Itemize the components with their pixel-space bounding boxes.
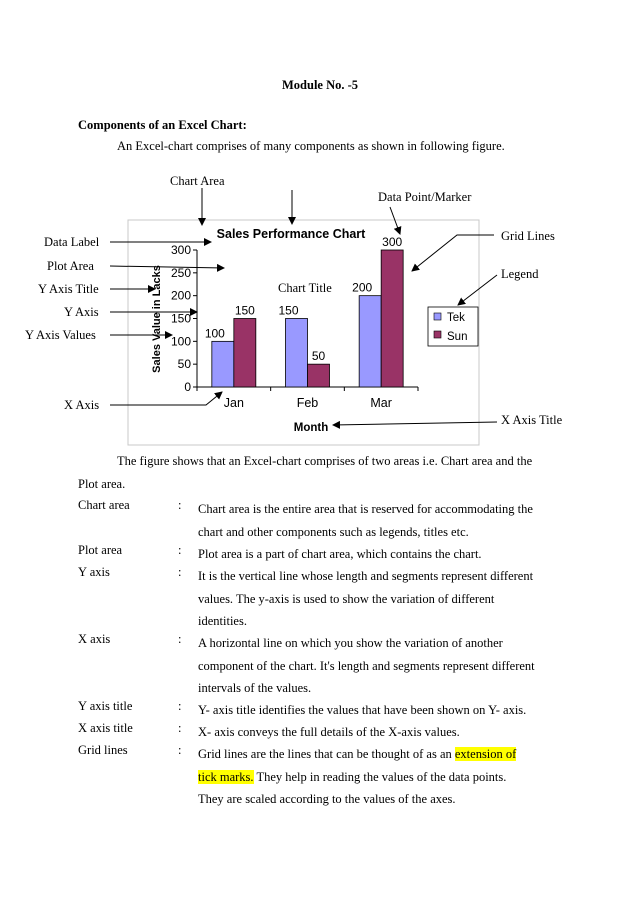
- legend-label-tek: Tek: [447, 312, 465, 324]
- callout-y-axis: Y Axis: [64, 305, 99, 319]
- def-line: chart and other components such as legends, titles etc.: [198, 524, 469, 539]
- section-heading: Components of an Excel Chart:: [78, 118, 247, 132]
- def-text: [198, 543, 546, 566]
- bar-sun: [234, 319, 256, 388]
- x-axis-title: Month: [293, 422, 329, 434]
- highlighted-text: tick marks.: [198, 769, 254, 784]
- def-line: X- axis conveys the full details of the X-axis values.: [198, 725, 460, 739]
- body-para-line1: The figure shows that an Excel-chart comprises of two areas i.e. Chart area and the: [117, 454, 533, 468]
- def-term: X axis title: [78, 721, 133, 735]
- y-axis-title: Sales Value in Lacks: [151, 265, 163, 373]
- def-line: They are scaled according to the values of the axes.: [198, 792, 456, 806]
- y-tick-label: 250: [170, 265, 191, 280]
- bar-sun: [308, 364, 330, 387]
- def-colon: :: [178, 632, 182, 646]
- callout-data-point: Data Point/Marker: [378, 190, 472, 204]
- callout-chart-area: Chart Area: [170, 174, 225, 188]
- data-label: 150: [278, 303, 299, 318]
- def-text: [198, 743, 546, 811]
- def-text: [198, 632, 546, 700]
- def-term: X axis: [78, 632, 111, 646]
- bar-tek: [286, 319, 308, 388]
- def-colon: :: [178, 699, 182, 713]
- def-line: It is the vertical line whose length and segments represent different: [198, 569, 534, 583]
- def-line: [198, 743, 546, 766]
- x-tick-label: Feb: [296, 396, 319, 410]
- def-line: A horizontal line on which you show the variation of another: [198, 636, 503, 650]
- data-label: 300: [382, 235, 403, 249]
- page-title: Module No. -5: [282, 78, 359, 92]
- bar-tek: [212, 341, 234, 387]
- def-term: Y axis title: [78, 699, 133, 713]
- def-colon: :: [178, 565, 182, 579]
- data-label: 100: [204, 326, 225, 341]
- y-tick-label: 300: [170, 243, 191, 257]
- def-line: [198, 766, 546, 789]
- y-tick-label: 200: [170, 288, 191, 303]
- def-line: Plot area is a part of chart area, which contains the chart.: [198, 547, 482, 561]
- data-label: 200: [352, 280, 373, 295]
- callout-x-axis-title: X Axis Title: [501, 413, 563, 427]
- def-term: Chart area: [78, 498, 130, 512]
- y-tick-label: 0: [184, 380, 191, 394]
- legend-label-sun: Sun: [447, 331, 468, 343]
- def-text: [198, 699, 546, 722]
- data-label: 150: [234, 303, 255, 318]
- callout-plot-area: Plot Area: [47, 259, 94, 273]
- data-label: 50: [311, 349, 326, 364]
- def-line: identities.: [198, 614, 247, 628]
- def-colon: :: [178, 543, 182, 557]
- def-line: component of the chart. It's length and segments represent different: [198, 658, 535, 673]
- chart-legend: [428, 307, 478, 346]
- def-term: Grid lines: [78, 743, 128, 757]
- bar-sun: [381, 250, 403, 387]
- y-tick-label: 100: [170, 334, 191, 349]
- def-term: Plot area: [78, 543, 123, 557]
- def-line: Chart area is the entire area that is reserved for accommodating the: [198, 502, 533, 516]
- callout-chart-title: Chart Title: [278, 281, 332, 295]
- def-line: Y- axis title identifies the values that have been shown on Y- axis.: [198, 703, 527, 717]
- body-para-line2: Plot area.: [78, 477, 126, 491]
- def-text: [198, 721, 546, 744]
- def-line: intervals of the values.: [198, 681, 312, 695]
- callout-legend: Legend: [501, 267, 539, 281]
- def-text: [198, 565, 546, 633]
- def-text-span: They help in reading the values of the data points.: [256, 769, 507, 784]
- def-colon: :: [178, 498, 182, 512]
- y-tick-label: 150: [170, 311, 191, 326]
- legend-swatch-tek: [434, 313, 441, 320]
- def-colon: :: [178, 721, 182, 735]
- callout-y-axis-values: Y Axis Values: [25, 328, 96, 342]
- def-colon: :: [178, 743, 182, 757]
- x-tick-label: Jan: [223, 396, 244, 410]
- callout-grid-lines: Grid Lines: [501, 229, 555, 243]
- callout-data-label: Data Label: [44, 235, 100, 249]
- legend-swatch-sun: [434, 331, 441, 338]
- callout-y-axis-title: Y Axis Title: [38, 282, 99, 296]
- bar-tek: [359, 296, 381, 387]
- def-text: [198, 498, 546, 543]
- def-text-span: Grid lines are the lines that can be thought of as an: [198, 747, 452, 761]
- def-term: Y axis: [78, 565, 110, 579]
- intro-text: An Excel-chart comprises of many components as shown in following figure.: [117, 139, 505, 153]
- def-line: values. The y-axis is used to show the variation of different: [198, 591, 495, 606]
- chart-title: Sales Performance Chart: [216, 227, 366, 241]
- highlighted-text: extension of: [454, 747, 517, 761]
- x-tick-label: Mar: [370, 396, 392, 410]
- y-tick-label: 50: [177, 357, 191, 372]
- callout-x-axis: X Axis: [64, 398, 100, 412]
